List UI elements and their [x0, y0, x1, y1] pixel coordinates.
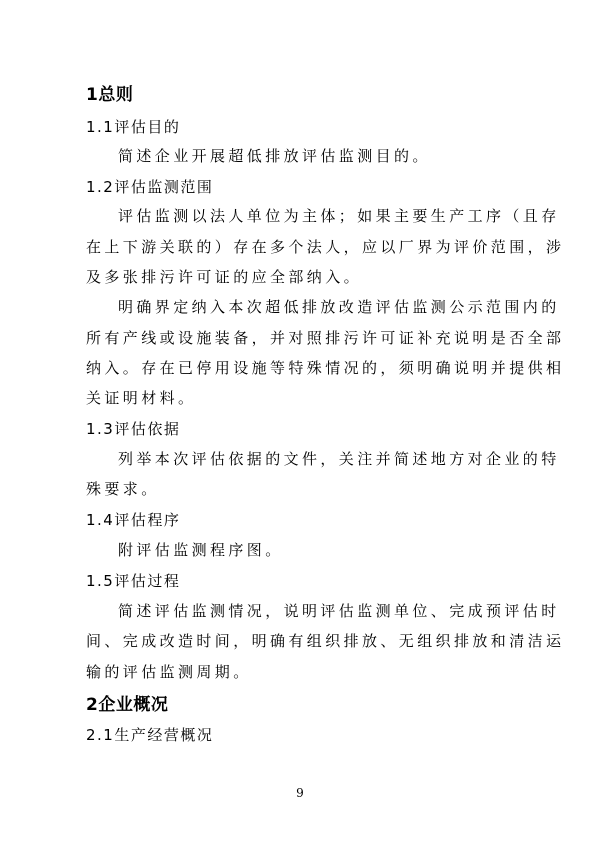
paragraph-line: 间、完成改造时间，明确有组织排放、无组织排放和清洁运	[86, 632, 565, 650]
page-number: 9	[296, 786, 304, 800]
paragraph-line: 关证明材料。	[86, 389, 197, 407]
section-1-3-heading: 1.3评估依据	[86, 420, 181, 438]
section-1-5-heading: 1.5评估过程	[86, 572, 181, 590]
paragraph-line: 殊要求。	[86, 480, 160, 498]
paragraph-line: 纳入。存在已停用设施等特殊情况的，须明确说明并提供相	[86, 359, 565, 377]
paragraph-line: 及多张排污许可证的应全部纳入。	[86, 268, 363, 286]
section-1-1-heading: 1.1评估目的	[86, 118, 181, 136]
section-1-heading: 1总则	[86, 85, 134, 105]
section-2-1-heading: 2.1生产经营概况	[86, 726, 214, 744]
paragraph-line: 附评估监测程序图。	[118, 541, 284, 559]
section-1-4-heading: 1.4评估程序	[86, 511, 181, 529]
paragraph-line: 所有产线或设施装备，并对照排污许可证补充说明是否全部	[86, 329, 565, 347]
paragraph-line: 评估监测以法人单位为主体；如果主要生产工序（且存	[118, 207, 560, 225]
paragraph-line: 简述企业开展超低排放评估监测目的。	[118, 147, 431, 165]
paragraph-line: 明确界定纳入本次超低排放改造评估监测公示范围内的	[118, 298, 560, 316]
section-2-heading: 2企业概况	[86, 695, 169, 715]
paragraph-line: 在上下游关联的）存在多个法人，应以厂界为评价范围，涉	[86, 238, 565, 256]
paragraph-line: 输的评估监测周期。	[86, 663, 252, 681]
paragraph-line: 简述评估监测情况，说明评估监测单位、完成预评估时	[118, 602, 560, 620]
section-1-2-heading: 1.2评估监测范围	[86, 178, 214, 196]
paragraph-line: 列举本次评估依据的文件，关注并简述地方对企业的特	[118, 450, 560, 468]
